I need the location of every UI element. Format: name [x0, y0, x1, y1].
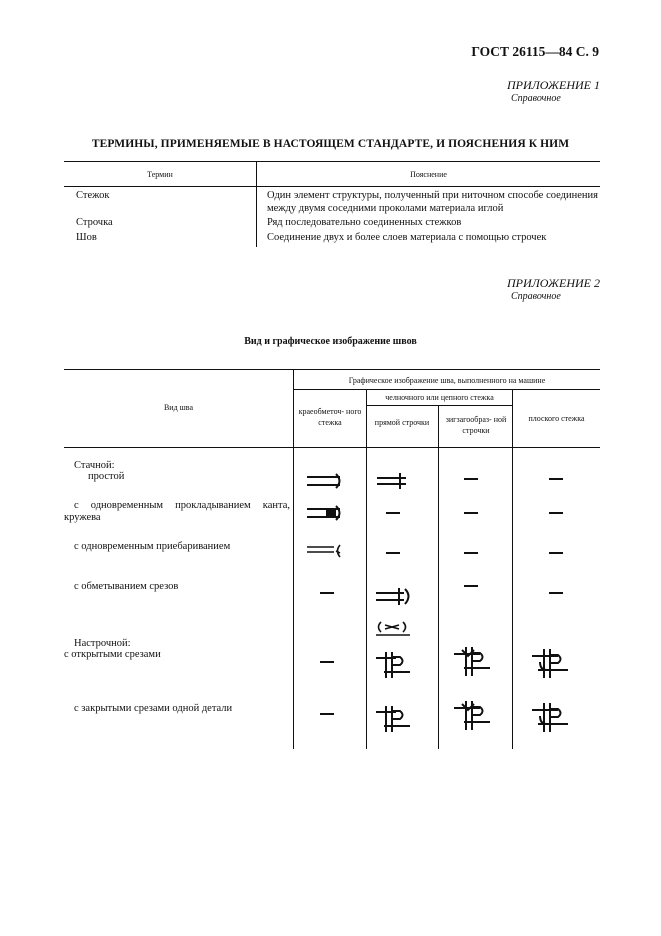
- seam-group-label: Настрочной:: [74, 638, 131, 649]
- lap-closed-straight-symbol: [372, 702, 416, 736]
- col-flat: плоского стежка: [528, 414, 585, 423]
- terms-title: ТЕРМИНЫ, ПРИМЕНЯЕМЫЕ В НАСТОЯЩЕМ СТАНДАРТЕ, И ПОЯСНЕНИЯ К НИМ: [91, 138, 570, 150]
- appendix-2: [507, 276, 600, 302]
- seams-title: Вид и графическое изображение швов: [244, 336, 417, 347]
- column-divider: [512, 389, 513, 749]
- overedge-simple-symbol: [300, 470, 350, 492]
- seam-label: с одновременным приебариванием: [74, 541, 231, 552]
- dash-symbol: [320, 592, 334, 594]
- term-cell: Строчка: [76, 217, 113, 228]
- col-zigzag: зигзагообраз- ной строчки: [445, 415, 507, 435]
- straight-overcast-symbol: [372, 585, 416, 609]
- overedge-piping-symbol: [300, 502, 350, 524]
- term-cell: Стежок: [76, 190, 110, 201]
- expl-cell: Соединение двух и более слоев материала с помощью строчек: [257, 230, 601, 248]
- terms-col-term: Термин: [64, 162, 257, 187]
- seam-label: с закрытыми срезами одной детали: [74, 703, 233, 714]
- dash-symbol: [386, 512, 400, 514]
- standard-header: ГОСТ 26115—84 С. 9: [471, 44, 599, 59]
- appendix-1: [507, 78, 600, 104]
- col-straight: прямой строчки: [374, 418, 430, 427]
- col-kind: Вид шва: [163, 403, 194, 412]
- col-graphic: Графическое изображение шва, выполненного на машине: [348, 376, 546, 385]
- appendix-1-title: ПРИЛОЖЕНИЕ 1: [507, 78, 600, 92]
- column-divider: [438, 405, 439, 749]
- lap-open-zigzag-symbol: [450, 644, 496, 680]
- straight-simple-symbol: [372, 470, 412, 492]
- col-overedge: краеобметоч- ного стежка: [298, 407, 362, 427]
- lap-open-flat-symbol: [528, 646, 574, 682]
- straight-zigzag-variant-symbol: [372, 618, 416, 638]
- table-row: [64, 230, 600, 248]
- header-rule: [366, 405, 512, 406]
- column-divider: [293, 369, 294, 749]
- term-cell: Шов: [76, 231, 97, 243]
- header-rule: [293, 389, 600, 390]
- lap-closed-flat-symbol: [528, 700, 574, 736]
- dash-symbol: [549, 552, 563, 554]
- table-row: [64, 215, 600, 230]
- dash-symbol: [549, 592, 563, 594]
- expl-cell: Ряд последовательно соединенных стежков: [257, 215, 601, 230]
- dash-symbol: [464, 585, 478, 587]
- seam-label: с открытыми срезами: [64, 649, 161, 660]
- header-rule: [64, 447, 600, 448]
- terms-table: [64, 161, 600, 247]
- table-top-rule: [64, 369, 600, 370]
- dash-symbol: [464, 552, 478, 554]
- appendix-2-subtitle: Справочное: [511, 291, 561, 302]
- dash-symbol: [320, 713, 334, 715]
- lap-open-straight-symbol: [372, 648, 416, 682]
- seam-label: с одновременным прокладыванием канта, кружева: [64, 500, 290, 523]
- dash-symbol: [464, 478, 478, 480]
- seam-label: с обметыванием срезов: [74, 581, 179, 592]
- dash-symbol: [386, 552, 400, 554]
- overedge-gathering-symbol: [300, 540, 350, 562]
- seam-label: простой: [88, 471, 125, 482]
- appendix-2-title: ПРИЛОЖЕНИЕ 2: [507, 276, 600, 290]
- lap-closed-zigzag-symbol: [450, 698, 496, 734]
- terms-col-expl: Пояснение: [257, 162, 601, 187]
- column-divider: [366, 389, 367, 749]
- col-chain-group: челночного или цепного стежка: [385, 393, 494, 402]
- table-row: [64, 187, 600, 216]
- dash-symbol: [320, 661, 334, 663]
- appendix-1-subtitle: Справочное: [511, 93, 561, 104]
- dash-symbol: [549, 512, 563, 514]
- dash-symbol: [549, 478, 563, 480]
- expl-cell: Один элемент структуры, полученный при ниточном способе соединения между двумя соседними проколами материала иглой: [257, 187, 601, 216]
- seam-group-label: Стачной:: [74, 460, 115, 471]
- dash-symbol: [464, 512, 478, 514]
